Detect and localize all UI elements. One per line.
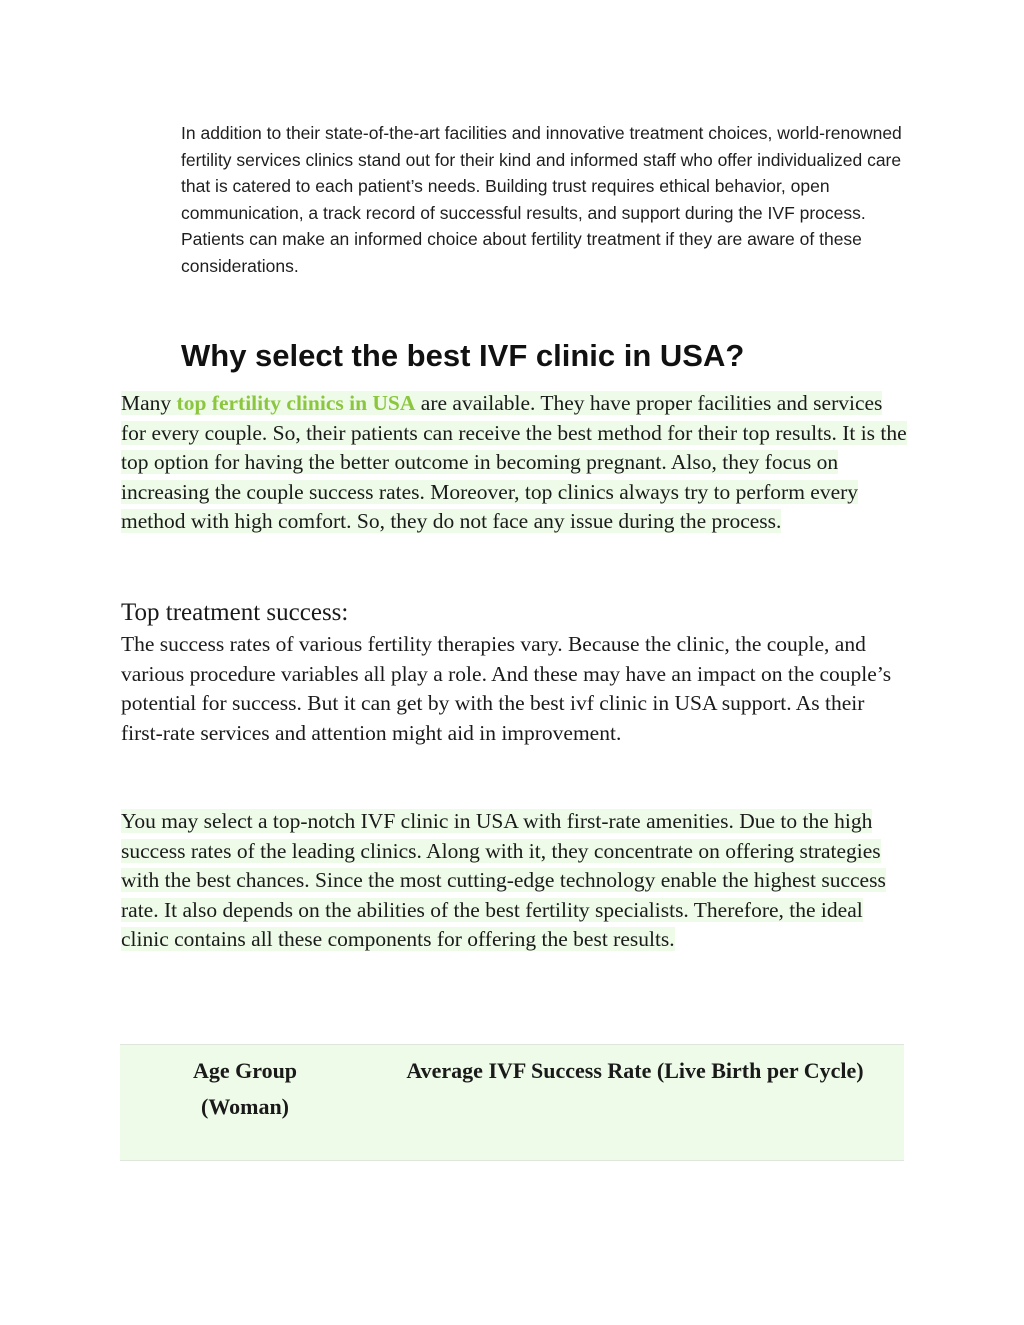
subheading-top-treatment-success: Top treatment success: (121, 599, 349, 626)
intro-paragraph: In addition to their state-of-the-art facilities and innovative treatment choices, world-renowned fertility services clinics stand out for their kind and informed staff who offer individualized care that is catered to each patient’s needs. Building trust requires ethical behavior, open communication, a track record of successful results, and support during the IVF process. Patients can make an informed choice about fertility treatment if they are aware of these considerations. (181, 123, 902, 276)
table-header-success-rate: Average IVF Success Rate (Live Birth per Cycle) (406, 1058, 864, 1083)
success-paragraph-text: The success rates of various fertility therapies vary. Because the clinic, the couple, and various procedure variables all play a role. And these may have an impact on the couple’s potential for success. But it can get by with the best ivf clinic in USA support. As their first-rate services and attention might aid in improvement. (121, 632, 892, 745)
select-paragraph (121, 807, 911, 955)
why-paragraph (121, 389, 911, 537)
table-header-age-group: Age Group (Woman) (192, 1058, 298, 1119)
why-paragraph-highlight (121, 391, 907, 533)
why-paragraph-body: are available. They have proper facilities and services for every couple. So, their patients can receive the best method for their top results. It is the top option for having the better outcome in becoming pregnant. Also, they focus on increasing the couple success rates. Moreover, top clinics always try to perform every method with high comfort. So, they do not face any issue during the process. (121, 391, 907, 533)
select-paragraph-text: You may select a top-notch IVF clinic in USA with first-rate amenities. Due to the high success rates of the leading clinics. Along with it, they concentrate on offering strategies with the best chances. Since the most cutting-edge technology enable the highest success rate. It also depends on the abilities of the best fertility specialists. Therefore, the ideal clinic contains all these components for offering the best results. (121, 809, 886, 951)
top-fertility-clinics-link[interactable]: top fertility clinics in USA (176, 391, 416, 415)
why-paragraph-intro: Many (121, 391, 177, 415)
section-heading: Why select the best IVF clinic in USA? (181, 338, 745, 373)
success-rate-table (120, 1044, 904, 1161)
success-paragraph (121, 630, 911, 748)
